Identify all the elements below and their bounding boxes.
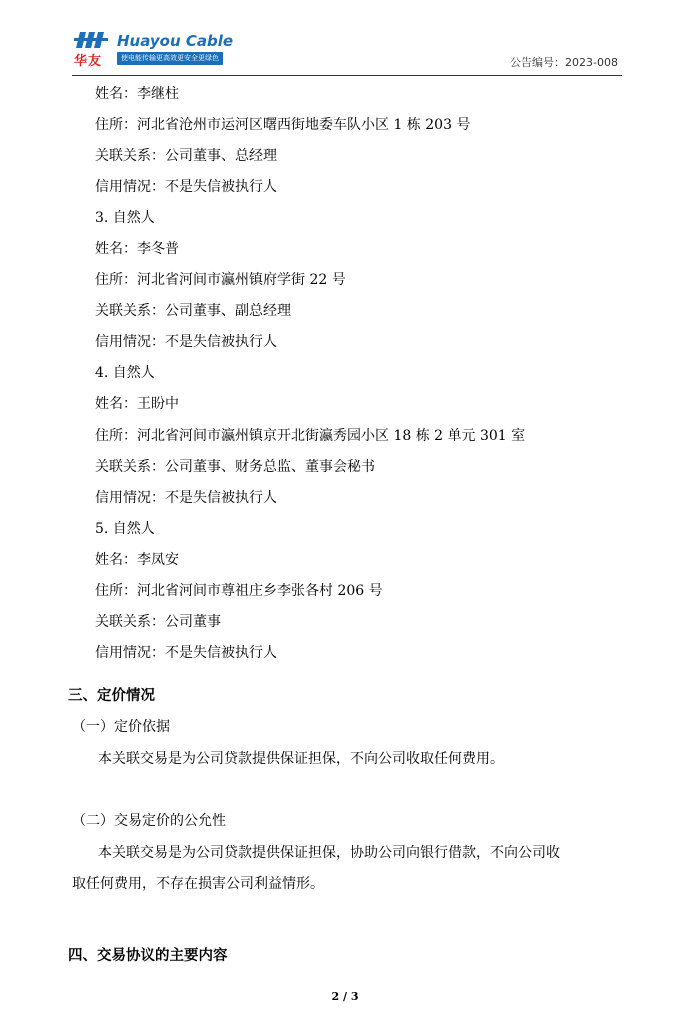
pricing-basis-text: 本关联交易是为公司贷款提供保证担保，不向公司收取任何费用。 (98, 751, 504, 767)
logo-chinese-name: 华友 (74, 54, 103, 69)
pricing-fairness-text-line2: 取任何费用，不存在损害公司利益情形。 (72, 876, 324, 892)
person-heading: 5. 自然人 (95, 521, 155, 537)
pricing-fairness-text-line1: 本关联交易是为公司贷款提供保证担保，协助公司向银行借款，不向公司收 (98, 845, 560, 861)
logo-slogan: 使电能传输更高效更安全更绿色 (117, 52, 223, 65)
person-name: 姓名：李冬普 (95, 241, 179, 257)
person-name: 姓名：李继柱 (95, 86, 179, 102)
section-three-title: 三、定价情况 (68, 688, 155, 704)
company-logo (72, 30, 234, 69)
section-four-title: 四、交易协议的主要内容 (68, 948, 228, 964)
person-relation: 关联关系：公司董事、财务总监、董事会秘书 (95, 459, 375, 475)
person-heading: 4. 自然人 (95, 365, 155, 381)
person-relation: 关联关系：公司董事 (95, 614, 221, 630)
person-relation: 关联关系：公司董事、副总经理 (95, 303, 291, 319)
person-heading: 3. 自然人 (95, 210, 155, 226)
person-credit: 信用情况：不是失信被执行人 (95, 334, 277, 350)
pricing-fairness-title: （二）交易定价的公允性 (72, 813, 226, 829)
page-header (0, 0, 690, 76)
person-address: 住所：河北省河间市尊祖庄乡李张各村 206 号 (95, 583, 383, 599)
person-name: 姓名：李凤安 (95, 552, 179, 568)
page-number: 2 / 3 (331, 990, 359, 1003)
pricing-basis-title: （一）定价依据 (72, 719, 170, 735)
logo-english-name: Huayou Cable (117, 32, 234, 50)
person-credit: 信用情况：不是失信被执行人 (95, 490, 277, 506)
person-address: 住所：河北省河间市瀛州镇京开北街瀛秀园小区 18 栋 2 单元 301 室 (95, 428, 526, 444)
person-credit: 信用情况：不是失信被执行人 (95, 645, 277, 661)
announcement-number: 公告编号：2023-008 (510, 56, 618, 69)
person-credit: 信用情况：不是失信被执行人 (95, 179, 277, 195)
person-address: 住所：河北省沧州市运河区曙西街地委车队小区 1 栋 203 号 (95, 117, 471, 133)
person-name: 姓名：王盼中 (95, 396, 179, 412)
header-divider (72, 75, 622, 76)
person-address: 住所：河北省河间市瀛州镇府学街 22 号 (95, 272, 346, 288)
person-relation: 关联关系：公司董事、总经理 (95, 148, 277, 164)
